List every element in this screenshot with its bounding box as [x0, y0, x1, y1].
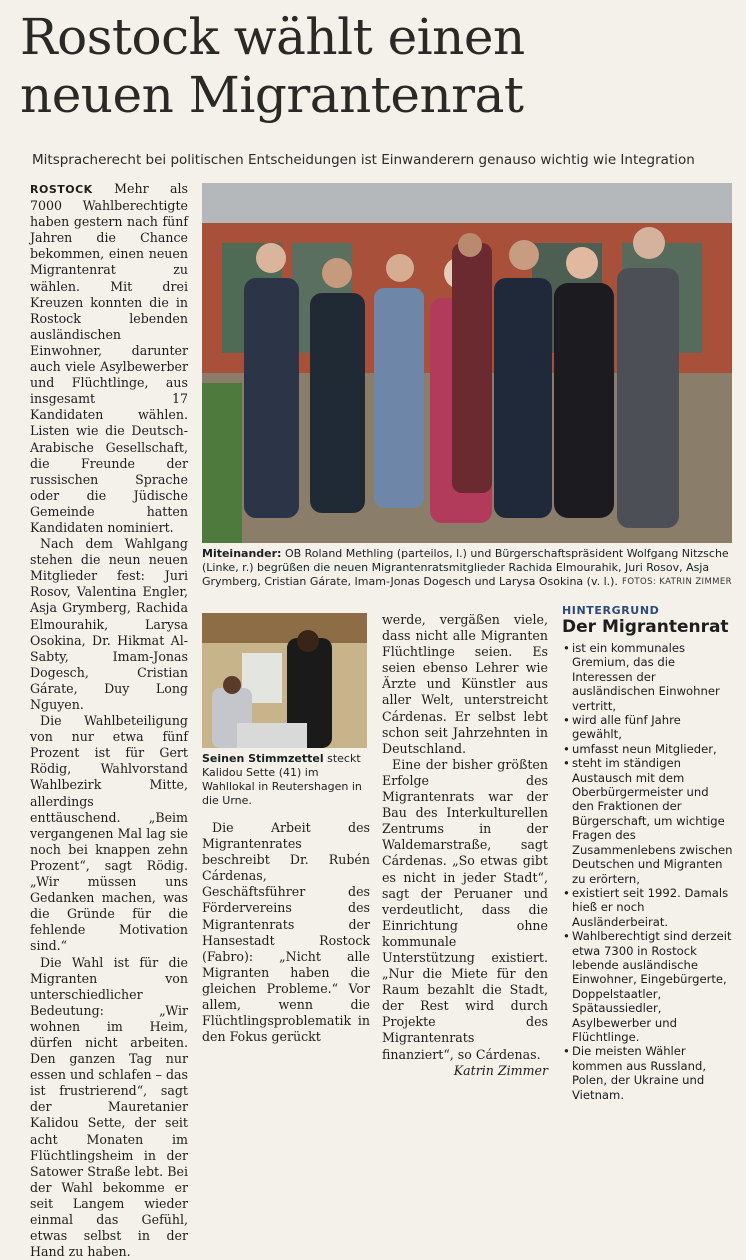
small-photo [202, 613, 367, 748]
author-line [382, 1063, 548, 1079]
list-item: • Die meisten Wähler kommen aus Russland, Polen, der Ukraine und Vietnam. [562, 1044, 734, 1102]
group-photo-illustration [202, 183, 732, 543]
author-name: Katrin Zimmer [454, 1063, 548, 1078]
box-title: Der Migrantenrat [562, 617, 734, 637]
article-paragraph: Die Arbeit des Migrantenrates beschreibt Dr. Rubén Cárdenas, Geschäftsführer des Fördervereins des Migrantenrats der Hansestadt Rostock (Fabro): „Nicht alle Migranten haben die gleichen Probleme.“ Vor allem, wenn die Flüchtlingsproblematik in den Fokus gerückt [202, 820, 370, 1045]
article-paragraph: Die Wahl ist für die Migranten von unterschiedlicher Bedeutung: „Wir wohnen im Heim, dürfen nicht arbeiten. Den ganzen Tag nur essen und schlafen – das ist frustrierend“, sagt der Mauretanier Kalidou Sette, der seit acht Monaten im Flüchtlingsheim in der Satower Straße lebt. Bei der Wahl bekomme er seit Langem wieder einmal das Gefühl, etwas selbst in der Hand zu haben. [30, 955, 188, 1260]
main-photo [202, 183, 732, 543]
article-column-3 [382, 612, 548, 1079]
subheadline: Mitspracherecht bei politischen Entscheidungen ist Einwanderern genauso wichtig wie Integration [32, 152, 742, 168]
photo-credit: FOTOS: KATRIN ZIMMER [560, 577, 732, 587]
list-item: • Wahlberechtigt sind derzeit etwa 7300 in Rostock lebende ausländische Einwohner, Eingebürgerte, Doppelstaatler, Spätaussiedler, Asylbewerber und Flüchtlinge. [562, 929, 734, 1044]
article-paragraph: werde, vergäßen viele, dass nicht alle Migranten Flüchtlinge seien. Es seien ebenso Lehrer wie Ärzte und Künstler aus aller Welt, unterstreicht Cárdenas. Er selbst lebt schon seit Jahrzehnten in Deutschland. [382, 612, 548, 757]
article-column-1 [30, 181, 188, 1260]
caption-label: Miteinander: [202, 547, 281, 560]
article-paragraph: Nach dem Wahlgang stehen die neun neuen Mitglieder fest: Juri Rosov, Valentina Engler, Asja Grymberg, Rachida Elmourahik, Larysa Osokina, Dr. Hikmat Al-Sabty, Imam-Jonas Dogesch, Cristian Gárate, Duy Long Nguyen. [30, 536, 188, 713]
headline-line-2: neuen Migrantenrat [20, 66, 740, 124]
list-item: • ist ein kommunales Gremium, das die Interessen der ausländischen Einwohner vertritt, [562, 641, 734, 713]
background-box [562, 604, 734, 1102]
dateline: ROSTOCK [30, 183, 93, 196]
headline [20, 8, 740, 124]
ballot-photo-illustration [202, 613, 367, 748]
headline-line-1: Rostock wählt einen [20, 8, 740, 66]
box-kicker: HINTERGRUND [562, 604, 734, 617]
main-photo-caption: Miteinander: OB Roland Methling (parteilos, l.) und Bürgerschaftspräsident Wolfgang Nitzsche (Linke, r.) begrüßen die neuen Migrantenratsmitglieder Rachida Elmourahik, Juri Rosov, Asja Grymberg, Cristian Gárate, Imam-Jonas Dogesch und Larysa Osokina (v. l.). [202, 547, 732, 589]
list-item: • existiert seit 1992. Damals hieß er noch Ausländerbeirat. [562, 886, 734, 929]
article-paragraph: Die Wahlbeteiligung von nur etwa fünf Prozent ist für Gert Rödig, Wahlvorstand Wahlbezirk Mitte, allerdings enttäuschend. „Beim vergangenen Mal lag sie noch bei knappen zehn Prozent“, sagt Rödig. „Wir müssen uns Gedanken machen, was die Gründe für die fehlende Motivation sind.“ [30, 713, 188, 954]
small-photo-caption: Seinen Stimmzettel steckt Kalidou Sette (41) im Wahllokal in Reutershagen in die Urne. [202, 752, 370, 808]
article-paragraph: Eine der bisher größten Erfolge des Migrantenrats war der Bau des Interkulturellen Zentrums in der Waldemarstraße, sagt Cárdenas. „So etwas gibt es nicht in jeder Stadt“, sagt der Peruaner und verdeutlicht, dass die Einrichtung ohne kommunale Unterstützung existiert. „Nur die Miete für den Raum bezahlt die Stadt, der Rest wird durch Projekte des Migrantenrats finanziert“, so Cárdenas. [382, 757, 548, 1063]
list-item: • wird alle fünf Jahre gewählt, [562, 713, 734, 742]
list-item: • umfasst neun Mitglieder, [562, 742, 734, 756]
caption-label: Seinen Stimmzettel [202, 752, 324, 765]
article-column-2 [202, 820, 370, 1045]
list-item: • steht im ständigen Austausch mit dem Oberbürgermeister und den Fraktionen der Bürgerschaft, um wichtige Fragen des Zusammenlebens zwischen Deutschen und Migranten zu erörtern, [562, 756, 734, 886]
box-list [562, 641, 734, 1102]
lead-paragraph: ROSTOCK Mehr als 7000 Wahlberechtigte haben gestern nach fünf Jahren die Chance bekommen, einen neuen Migrantenrat zu wählen. Mit drei Kreuzen konnten die in Rostock lebenden ausländischen Einwohner, darunter auch viele Asylbewerber und Flüchtlinge, aus insgesamt 17 Kandidaten wählen. Listen wie die Deutsch-Arabische Gesellschaft, die Freunde der russischen Sprache oder die Jüdische Gemeinde hatten Kandidaten nominiert. [30, 181, 188, 536]
